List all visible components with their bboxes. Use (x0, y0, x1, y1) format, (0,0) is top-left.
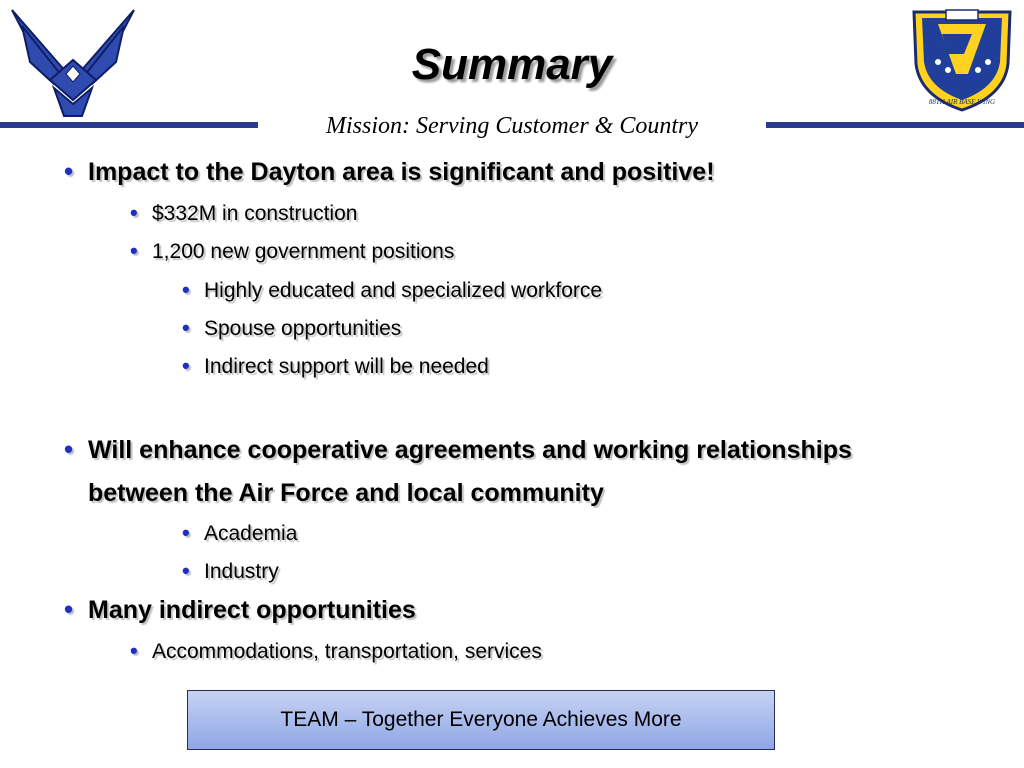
list-item: • 1,200 new government positions (130, 238, 455, 263)
list-item-continuation: between the Air Force and local community (88, 479, 604, 507)
bullet-dot-icon: • (64, 434, 74, 464)
bullet-dot-icon: • (182, 277, 190, 302)
list-item: • Many indirect opportunities (64, 594, 416, 624)
list-item: • Will enhance cooperative agreements and working relationships (64, 434, 852, 464)
bullet-dot-icon: • (64, 594, 74, 624)
mission-subtitle-text: Mission: Serving Customer & Country (318, 113, 706, 139)
list-item: • Impact to the Dayton area is significant and positive! (64, 156, 715, 186)
mission-subtitle (0, 112, 1024, 140)
team-callout-text: TEAM – Together Everyone Achieves More (280, 708, 682, 731)
bullet-dot-icon: • (182, 315, 190, 340)
list-item: • Academia (182, 520, 298, 545)
bullet-dot-icon: • (130, 238, 138, 263)
bullet-dot-icon: • (64, 156, 74, 186)
list-item: • Highly educated and specialized workforce (182, 277, 603, 302)
bullet-dot-icon: • (182, 353, 190, 378)
list-item: • Industry (182, 558, 279, 583)
list-item: • $332M in construction (130, 200, 358, 225)
list-item: • Indirect support will be needed (182, 353, 489, 378)
bullet-dot-icon: • (130, 638, 138, 663)
emblem-text: 88TH AIR BASE WING (928, 98, 996, 106)
bullet-dot-icon: • (182, 520, 190, 545)
list-item: • Accommodations, transportation, services (130, 638, 542, 663)
bullet-dot-icon: • (182, 558, 190, 583)
slide-title: Summary (411, 40, 613, 89)
bullet-dot-icon: • (130, 200, 138, 225)
list-item: • Spouse opportunities (182, 315, 402, 340)
team-callout-box (187, 690, 775, 750)
